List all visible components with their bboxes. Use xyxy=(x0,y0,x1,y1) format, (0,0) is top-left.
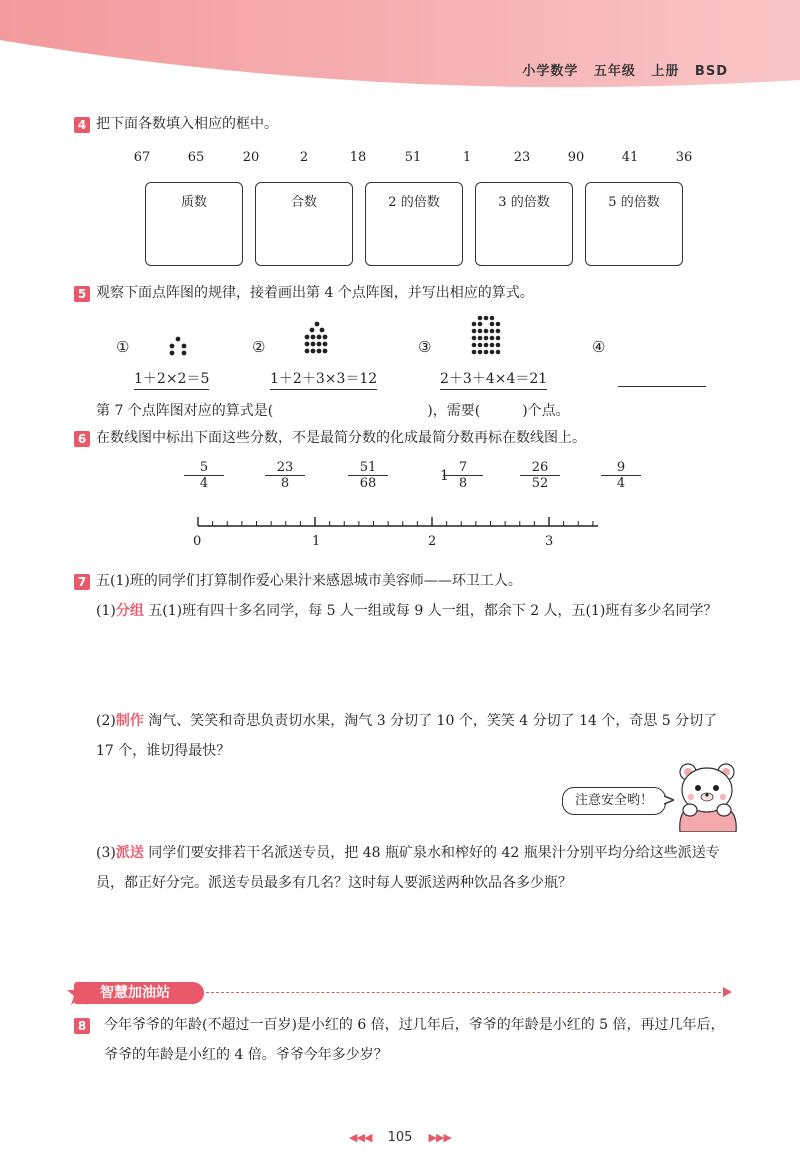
question-7-part-3 xyxy=(96,838,736,898)
figure-label-1: ① xyxy=(116,338,130,356)
fraction-numerator: 23 xyxy=(265,460,305,476)
number-item: 20 xyxy=(242,150,260,165)
fraction-item xyxy=(184,460,224,491)
dot-pattern-1 xyxy=(166,334,190,358)
fraction-denominator: 52 xyxy=(531,476,549,491)
part-text: 同学们要安排若干名派送专员，把 48 瓶矿泉水和榨好的 42 瓶果汁分别平均分给这些派送专员，都正好分完。派送专员最多有几名？这时每人要派送两种饮品各多少瓶？ xyxy=(96,845,720,891)
number-item: 51 xyxy=(404,150,422,165)
speech-bubble: 注意安全哟！ xyxy=(562,787,666,815)
fraction-denominator: 8 xyxy=(280,476,290,491)
fraction-denominator: 4 xyxy=(616,476,626,491)
question-8-text: 今年爷爷的年龄(不超过一百岁)是小红的 6 倍，过几年后，爷爷的年龄是小红的 5 倍，再过几年后，爷爷的年龄是小红的 4 倍。爷爷今年多少岁？ xyxy=(104,1017,725,1063)
question-4-text: 把下面各数填入相应的框中。 xyxy=(96,116,278,132)
box-label: 2 的倍数 xyxy=(388,195,440,210)
number-item: 2 xyxy=(299,150,309,165)
question-number-7: 7 xyxy=(74,574,90,590)
fraction-denominator: 8 xyxy=(458,476,468,491)
section-banner: 智慧加油站 xyxy=(74,982,204,1004)
answer-box-composite[interactable] xyxy=(255,182,353,266)
fraction-numerator: 51 xyxy=(348,460,388,476)
question-7-part-2 xyxy=(96,706,736,766)
part-index: (3) xyxy=(96,845,116,861)
fraction-whole-part: 1 xyxy=(440,468,449,484)
question-7-part-1 xyxy=(96,596,736,626)
part-index: (1) xyxy=(96,603,116,619)
fraction-item xyxy=(443,460,483,491)
part-tag: 派送 xyxy=(115,845,144,861)
answer-box-multiple-of-5[interactable] xyxy=(585,182,683,266)
formula-3: 2＋3＋4×4＝21 xyxy=(440,368,547,390)
dot-pattern-3 xyxy=(470,314,502,360)
part-tag: 分组 xyxy=(115,603,144,619)
number-item: 36 xyxy=(675,150,693,165)
number-line-label-3: 3 xyxy=(545,534,554,549)
bear-mascot-icon xyxy=(672,760,742,832)
question-5-text: 观察下面点阵图的规律，接着画出第 4 个点阵图，并写出相应的算式。 xyxy=(96,285,534,301)
answer-box-multiple-of-3[interactable] xyxy=(475,182,573,266)
number-item: 90 xyxy=(567,150,585,165)
question-number-8: 8 xyxy=(74,1018,90,1034)
box-label: 质数 xyxy=(180,195,207,210)
arrows-left-icon: ◀◀◀ xyxy=(349,1131,372,1144)
formula-2: 1＋2＋3×3＝12 xyxy=(270,368,377,390)
box-label: 合数 xyxy=(290,195,317,210)
question-number-5: 5 xyxy=(74,286,90,302)
header-title: 小学数学 五年级 上册 BSD xyxy=(522,64,728,79)
arrows-right-icon: ▶▶▶ xyxy=(428,1131,451,1144)
arrow-right-icon xyxy=(722,986,734,998)
figure-label-2: ② xyxy=(252,338,266,356)
box-label: 5 的倍数 xyxy=(608,195,660,210)
fraction-item xyxy=(265,460,305,491)
number-item: 23 xyxy=(513,150,531,165)
fraction-numerator: 5 xyxy=(184,460,224,476)
question-number-6: 6 xyxy=(74,431,90,447)
fraction-numerator: 9 xyxy=(601,460,641,476)
box-label: 3 的倍数 xyxy=(498,195,550,210)
fraction-item xyxy=(348,460,388,491)
number-item: 65 xyxy=(187,150,205,165)
formula-4-blank[interactable] xyxy=(618,386,706,387)
number-line-label-1: 1 xyxy=(312,534,321,549)
number-item: 18 xyxy=(349,150,367,165)
question-7-text: 五(1)班的同学们打算制作爱心果汁来感恩城市美容师——环卫工人。 xyxy=(96,573,522,589)
number-item: 1 xyxy=(462,150,472,165)
figure-label-3: ③ xyxy=(418,338,432,356)
formula-1: 1＋2×2＝5 xyxy=(134,368,209,390)
answer-box-multiple-of-2[interactable] xyxy=(365,182,463,266)
dot-pattern-2 xyxy=(302,320,332,360)
fraction-denominator: 4 xyxy=(199,476,209,491)
part-text: 淘气、笑笑和奇思负责切水果，淘气 3 分切了 10 个，笑笑 4 分切了 14 个，奇思 5 分切了 17 个，谁切得最快？ xyxy=(96,713,718,759)
number-line-label-0: 0 xyxy=(193,534,202,549)
part-text: 五(1)班有四十多名同学，每 5 人一组或每 9 人一组，都余下 2 人，五(1)班有多少名同学？ xyxy=(143,603,718,619)
question-number-4: 4 xyxy=(74,117,90,133)
answer-box-prime[interactable] xyxy=(145,182,243,266)
section-divider xyxy=(206,992,726,994)
part-tag: 制作 xyxy=(115,713,144,729)
number-item: 67 xyxy=(133,150,151,165)
page-footer xyxy=(0,1130,800,1145)
fraction-denominator: 68 xyxy=(359,476,377,491)
question-6-text: 在数线图中标出下面这些分数，不是最简分数的化成最简分数再标在数线图上。 xyxy=(96,430,586,446)
fraction-item xyxy=(520,460,560,491)
fraction-item xyxy=(601,460,641,491)
fraction-numerator: 7 xyxy=(443,460,483,476)
number-line-label-2: 2 xyxy=(428,534,437,549)
part-index: (2) xyxy=(96,713,116,729)
figure-label-4: ④ xyxy=(592,338,606,356)
question-5-line-2: 第 7 个点阵图对应的算式是( )，需要( )个点。 xyxy=(96,403,570,419)
number-item: 41 xyxy=(621,150,639,165)
page-number: 105 xyxy=(387,1130,413,1145)
fraction-numerator: 26 xyxy=(520,460,560,476)
